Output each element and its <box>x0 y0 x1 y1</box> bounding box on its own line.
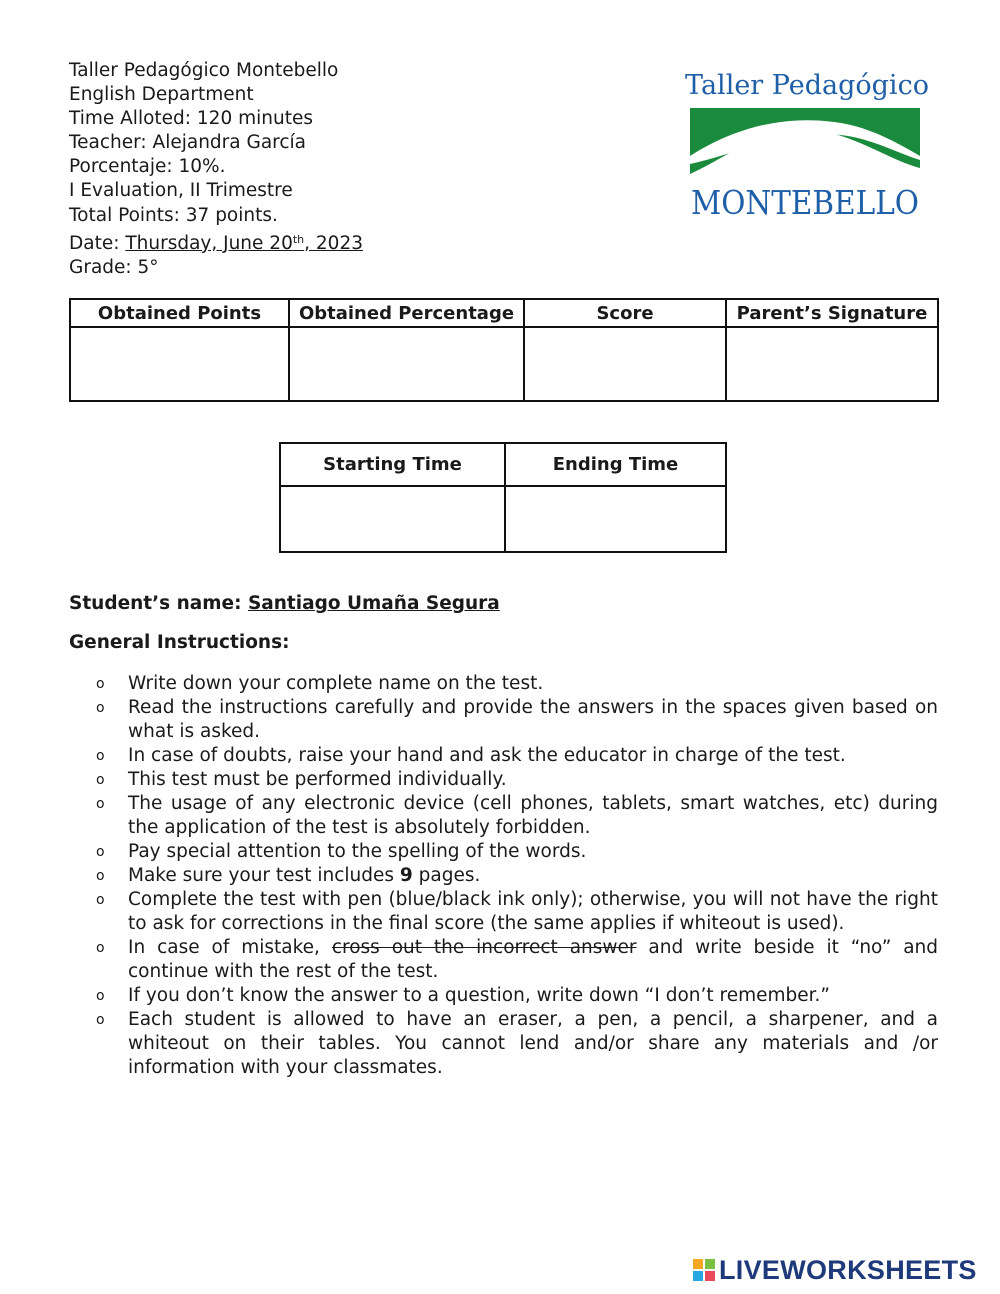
instructions-title: General Instructions: <box>69 632 290 653</box>
list-item <box>96 864 938 888</box>
ending-time-header: Ending Time <box>505 443 726 486</box>
total-points: Total Points: 37 points. <box>69 204 278 226</box>
liveworksheets-logo <box>693 1255 977 1285</box>
school-logo <box>684 64 930 222</box>
bullet-icon: o <box>96 988 105 1004</box>
bullet-icon: o <box>96 700 105 716</box>
score-table <box>69 298 939 402</box>
obtained-percentage-cell[interactable] <box>289 327 524 401</box>
obtained-points-header: Obtained Points <box>70 299 289 327</box>
date-year: , 2023 <box>304 232 363 254</box>
obtained-points-cell[interactable] <box>70 327 289 401</box>
time-table-input-row <box>280 486 726 552</box>
bullet-icon: o <box>96 1012 105 1028</box>
student-name-line <box>69 593 500 614</box>
list-item <box>96 936 938 984</box>
percentage: Porcentaje: 10%. <box>69 156 226 178</box>
liveworksheets-brand: LIVEWORKSHEETS <box>719 1254 977 1285</box>
page-count: 9 <box>399 865 413 886</box>
date-value <box>125 233 363 254</box>
bullet-icon: o <box>96 676 105 692</box>
parent-signature-cell[interactable] <box>726 327 938 401</box>
bullet-icon: o <box>96 892 105 908</box>
instruction-text: If you don’t know the answer to a question, write down “I don’t remember.” <box>128 985 831 1006</box>
evaluation: I Evaluation, II Trimestre <box>69 180 293 202</box>
ending-time-cell[interactable] <box>505 486 726 552</box>
starting-time-cell[interactable] <box>280 486 505 552</box>
score-header: Score <box>524 299 726 327</box>
bullet-icon: o <box>96 748 105 764</box>
time-table-header-row <box>280 443 726 486</box>
list-item <box>96 840 938 864</box>
list-item <box>96 768 938 792</box>
list-item <box>96 888 938 936</box>
time-alloted: Time Alloted: 120 minutes <box>69 108 313 130</box>
instruction-text: This test must be performed individually. <box>128 769 507 790</box>
starting-time-header: Starting Time <box>280 443 505 486</box>
grade: Grade: 5° <box>69 256 159 278</box>
list-item <box>96 1008 938 1080</box>
liveworksheets-icon <box>693 1259 715 1281</box>
logo-line1: Taller Pedagógico <box>685 70 929 101</box>
header-info <box>69 59 363 280</box>
student-name-label: Student’s name: <box>69 593 248 614</box>
instructions-list <box>96 672 938 1080</box>
logo-line2: MONTEBELLO <box>691 183 919 222</box>
score-table-header-row <box>70 299 938 327</box>
instruction-text: In case of doubts, raise your hand and ask the educator in charge of the test. <box>128 745 846 766</box>
list-item <box>96 792 938 840</box>
parent-signature-header: Parent’s Signature <box>726 299 938 327</box>
time-table <box>279 442 727 553</box>
instruction-text: Each student is allowed to have an eraser, a pen, a pencil, a sharpener, and a whiteout on their tables. You cannot lend and/or share any materials and /or information with your classmates. <box>128 1009 938 1078</box>
list-item <box>96 984 938 1008</box>
bullet-icon: o <box>96 844 105 860</box>
bullet-icon: o <box>96 868 105 884</box>
mistake-pre: In case of mistake, <box>128 937 332 958</box>
score-cell[interactable] <box>524 327 726 401</box>
score-table-input-row <box>70 327 938 401</box>
instruction-text: Pay special attention to the spelling of the words. <box>128 841 587 862</box>
bullet-icon: o <box>96 796 105 812</box>
date-sup: th <box>292 232 305 246</box>
struck-text: cross out the incorrect answer <box>331 937 637 958</box>
department: English Department <box>69 84 254 106</box>
instruction-text: Complete the test with pen (blue/black ink only); otherwise, you will not have the right to ask for corrections in the final score (the same applies if whiteout is used). <box>128 889 938 934</box>
list-item <box>96 744 938 768</box>
instruction-text: Write down your complete name on the test. <box>128 673 544 694</box>
instruction-text: Read the instructions carefully and provide the answers in the spaces given based on what is asked. <box>128 697 938 742</box>
date <box>69 228 363 256</box>
student-name: Santiago Umaña Segura <box>247 593 500 614</box>
bullet-icon: o <box>96 940 105 956</box>
date-main: Thursday, June 20 <box>125 232 293 254</box>
mistake-post: and write beside it “no” and continue with the rest of the test. <box>128 937 939 982</box>
pages-post: pages. <box>412 865 481 886</box>
list-item <box>96 696 938 744</box>
school-name: Taller Pedagógico Montebello <box>69 60 339 81</box>
obtained-percentage-header: Obtained Percentage <box>289 299 524 327</box>
instruction-text: The usage of any electronic device (cell phones, tablets, smart watches, etc) during the application of the test is absolutely forbidden. <box>128 793 938 838</box>
teacher: Teacher: Alejandra García <box>69 132 307 154</box>
list-item <box>96 672 938 696</box>
bullet-icon: o <box>96 772 105 788</box>
pages-pre: Make sure your test includes <box>128 865 400 886</box>
date-label: Date: <box>69 232 126 254</box>
